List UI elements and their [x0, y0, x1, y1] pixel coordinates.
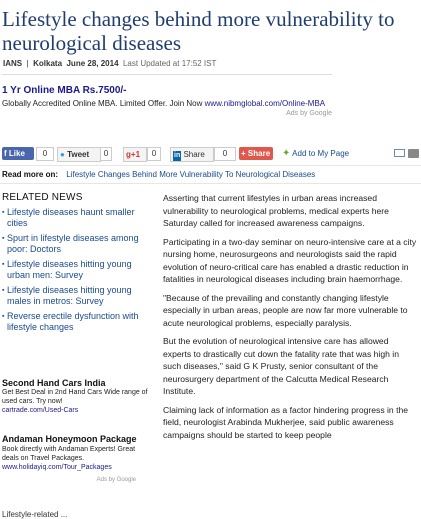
- linkedin-share-button[interactable]: [170, 147, 214, 162]
- divider: [0, 165, 421, 166]
- bottom-text: Lifestyle-related ...: [2, 510, 68, 519]
- plus-icon: +: [241, 149, 246, 158]
- google-plus-icon: g: [126, 150, 131, 159]
- tweet-label: Tweet: [67, 150, 90, 159]
- email-icon[interactable]: [394, 149, 405, 157]
- read-more-label: Read more on:: [2, 170, 59, 179]
- read-more-link[interactable]: Lifestyle Changes Behind More Vulnerability To Neurological Diseases: [66, 170, 316, 179]
- google-plus-button[interactable]: [123, 147, 147, 162]
- google-plus-label: +1: [130, 150, 141, 159]
- side-ad[interactable]: [2, 378, 152, 414]
- side-ad-title[interactable]: Andaman Honeymoon Package: [2, 434, 137, 444]
- article-headline: Lifestyle changes behind more vulnerability to neurological diseases: [2, 7, 395, 55]
- side-ad-title[interactable]: Second Hand Cars India: [2, 378, 106, 388]
- facebook-icon: f: [4, 149, 7, 158]
- ads-by-google[interactable]: Ads by Google: [96, 477, 136, 483]
- byline-date: June 28, 2014: [66, 59, 119, 68]
- top-ad-desc: [2, 99, 336, 108]
- ads-by-google[interactable]: Ads by Google: [286, 110, 332, 117]
- article-paragraph: But the evolution of neurological intensive care has allowed experts to drastically cut down the fatality rate that was high in such diseases," said G K Prusty, senior consultant of the neurosurgery department of the Calcutta Medical Research Institute.: [163, 336, 399, 396]
- byline-updated: Last Updated at 17:52 IST: [122, 59, 217, 68]
- tweet-count: 0: [100, 147, 112, 161]
- related-news: [2, 192, 152, 337]
- facebook-like-button[interactable]: [2, 147, 34, 160]
- byline-agency: IANS: [3, 59, 23, 68]
- related-news-item[interactable]: ▪ Lifestyle diseases haunt smaller cities: [2, 207, 152, 229]
- article-paragraph: "Because of the prevailing and constantly changing lifestyle especially in urban areas, people are now far more vulnerable to acute neurological problems, especially paralysis.: [163, 292, 408, 328]
- tweet-button[interactable]: [57, 147, 101, 162]
- star-icon: ✦: [282, 148, 291, 159]
- divider: [0, 183, 421, 184]
- top-ad-url[interactable]: www.nibmglobal.com/Online-MBA: [204, 99, 326, 108]
- side-ad-desc: Get Best Deal in 2nd Hand Cars Wide range of used cars. Try now!: [2, 389, 148, 405]
- print-icon[interactable]: [408, 149, 419, 158]
- side-ad-url[interactable]: cartrade.com/Used-Cars: [2, 407, 79, 414]
- share-button[interactable]: [239, 147, 273, 160]
- twitter-icon: ●: [60, 150, 65, 159]
- side-ad[interactable]: [2, 434, 152, 483]
- related-news-heading: RELATED NEWS: [2, 192, 83, 203]
- divider: [2, 74, 332, 75]
- linkedin-icon: in: [174, 152, 181, 159]
- related-news-item[interactable]: ▪ Reverse erectile dysfunction with lifestyle changes: [2, 311, 152, 333]
- google-plus-count: 0: [147, 147, 161, 161]
- share-label: Share: [247, 149, 271, 158]
- add-to-my-page-label: Add to My Page: [292, 149, 350, 158]
- read-more: [2, 170, 315, 179]
- article-paragraph: Claiming lack of information as a factor hindering progress in the field, neurologist Arabinda Mukherjee, said public awareness campaigns should be started to keep people: [163, 404, 409, 440]
- facebook-count: 0: [36, 147, 54, 161]
- byline-location: Kolkata: [33, 59, 63, 68]
- top-ad[interactable]: [2, 85, 336, 117]
- related-news-item[interactable]: ▪ Spurt in lifestyle diseases among poor: Doctors: [2, 233, 152, 255]
- linkedin-count: 0: [214, 147, 236, 161]
- byline: [3, 59, 216, 68]
- facebook-like-label: Like: [8, 149, 25, 158]
- share-bar: [2, 146, 420, 164]
- related-news-item[interactable]: ▪ Lifestyle diseases hitting young urban men: Survey: [2, 259, 152, 281]
- related-news-list: [2, 207, 152, 333]
- top-ad-title[interactable]: 1 Yr Online MBA Rs.7500/-: [2, 85, 127, 96]
- related-news-item[interactable]: ▪ Lifestyle diseases hitting young males in metros: Survey: [2, 285, 152, 307]
- side-ad-desc: Book directly with Andaman Experts! Great deals on Travel Packages.: [2, 446, 136, 462]
- add-to-my-page-link[interactable]: [282, 148, 349, 159]
- article-paragraph: Asserting that current lifestyles in urban areas increased vulnerability to neurological problems, medical experts here Saturday called for increased awareness campaigns.: [163, 193, 389, 228]
- article-paragraph: Participating in a two-day seminar on neuro-intensive care at a city nursing home, neurosurgeons and neurologists said the rapid evolution of neuro-critical care has enabled a drastic reduction in fatalities in neurological diseases including brain haemorrhage.: [163, 236, 417, 284]
- top-ad-text: Globally Accredited Online MBA. Limited Offer. Join Now: [2, 99, 203, 108]
- side-ad-url[interactable]: www.holidayiq.com/Tour_Packages: [2, 464, 112, 471]
- linkedin-share-label: Share: [183, 150, 205, 159]
- byline-sep: |: [24, 59, 31, 68]
- article-body: [163, 192, 418, 447]
